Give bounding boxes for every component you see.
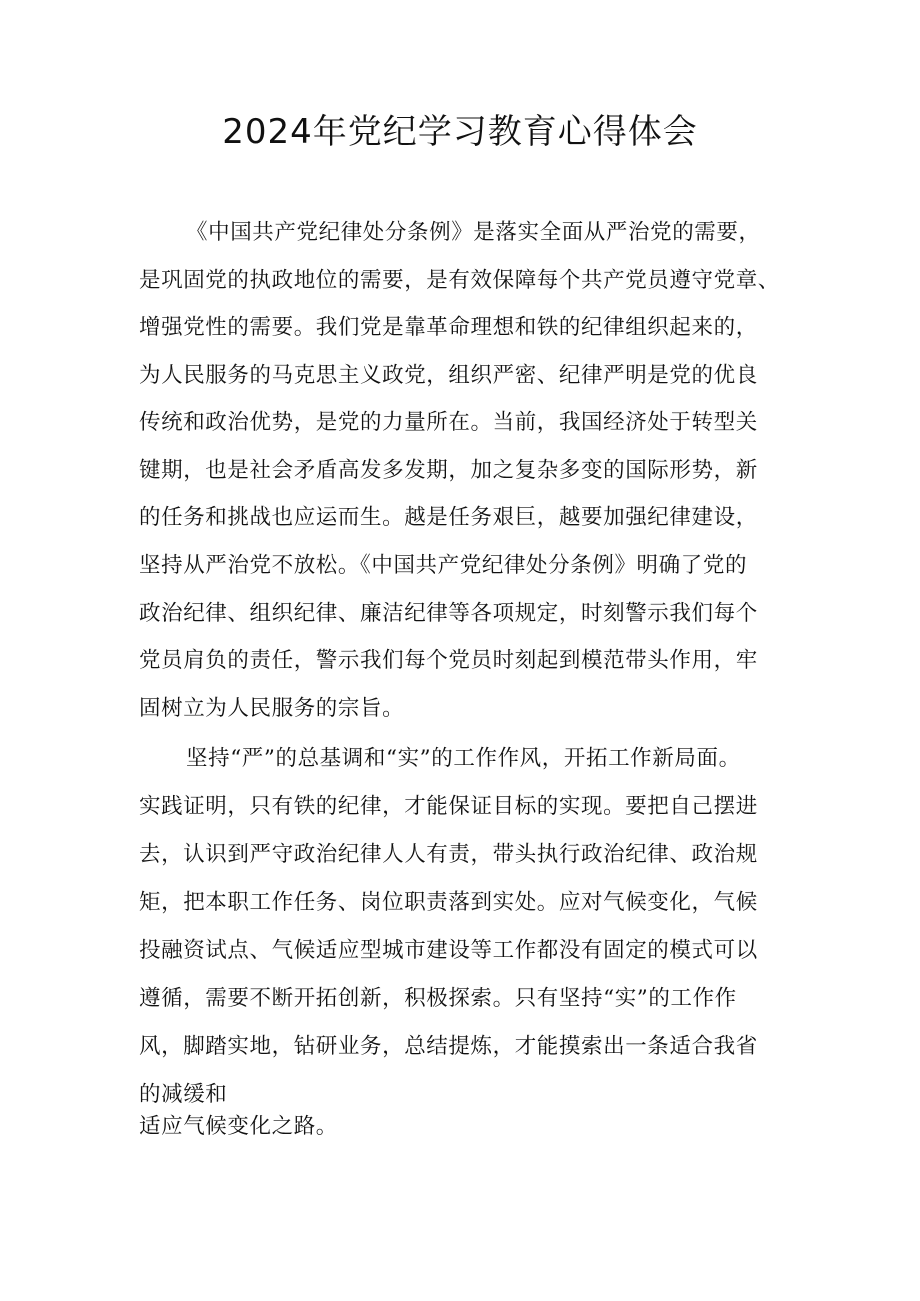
paragraph-1-line-9: 政治纪律、组织纪律、廉洁纪律等各项规定，时刻警示我们每个: [139, 601, 758, 626]
paragraph-2-line-1: 坚持“严”的总基调和“实”的工作作风，开拓工作新局面。: [186, 746, 741, 771]
paragraph-1-line-2: 是巩固党的执政地位的需要，是有效保障每个共产党员遵守党章、: [139, 268, 780, 293]
paragraph-1-line-8: 坚持从严治党不放松。《中国共产党纪律处分条例》明确了党的: [139, 553, 748, 578]
paragraph-1-line-7: 的任务和挑战也应运而生。越是任务艰巨，越要加强纪律建设，: [139, 505, 758, 530]
paragraph-2-line-9: 适应气候变化之路。: [139, 1114, 338, 1139]
paragraph-2-line-5: 投融资试点、气候适应型城市建设等工作都没有固定的模式可以: [139, 938, 758, 963]
paragraph-1-line-10: 党员肩负的责任，警示我们每个党员时刻起到模范带头作用，牢: [139, 648, 758, 673]
paragraph-2-line-2: 实践证明，只有铁的纪律，才能保证目标的实现。要把自己摆进: [139, 794, 758, 819]
paragraph-1-line-4: 为人民服务的马克思主义政党，组织严密、纪律严明是党的优良: [139, 363, 758, 388]
paragraph-1-line-1: 《中国共产党纪律处分条例》是落实全面从严治党的需要，: [186, 220, 761, 245]
paragraph-1-line-6: 键期，也是社会矛盾高发多发期，加之复杂多变的国际形势，新: [139, 458, 758, 483]
paragraph-1-line-3: 增强党性的需要。我们党是靠革命理想和铁的纪律组织起来的，: [139, 315, 758, 340]
document-title: 2024年党纪学习教育心得体会: [222, 112, 698, 152]
paragraph-2-line-4: 矩，把本职工作任务、岗位职责落到实处。应对气候变化，气候: [139, 890, 758, 915]
paragraph-2-line-7: 风，脚踏实地，钻研业务，总结提炼，才能摸索出一条适合我省: [139, 1034, 758, 1059]
paragraph-2-line-6: 遵循，需要不断开拓创新，积极探索。只有坚持“实”的工作作: [139, 986, 737, 1011]
paragraph-1-line-11: 固树立为人民服务的宗旨。: [139, 696, 405, 721]
paragraph-2-line-8: 的减缓和: [139, 1082, 228, 1107]
paragraph-1-line-5: 传统和政治优势，是党的力量所在。当前，我国经济处于转型关: [139, 410, 758, 435]
paragraph-2-line-3: 去，认识到严守政治纪律人人有责，带头执行政治纪律、政治规: [139, 842, 758, 867]
